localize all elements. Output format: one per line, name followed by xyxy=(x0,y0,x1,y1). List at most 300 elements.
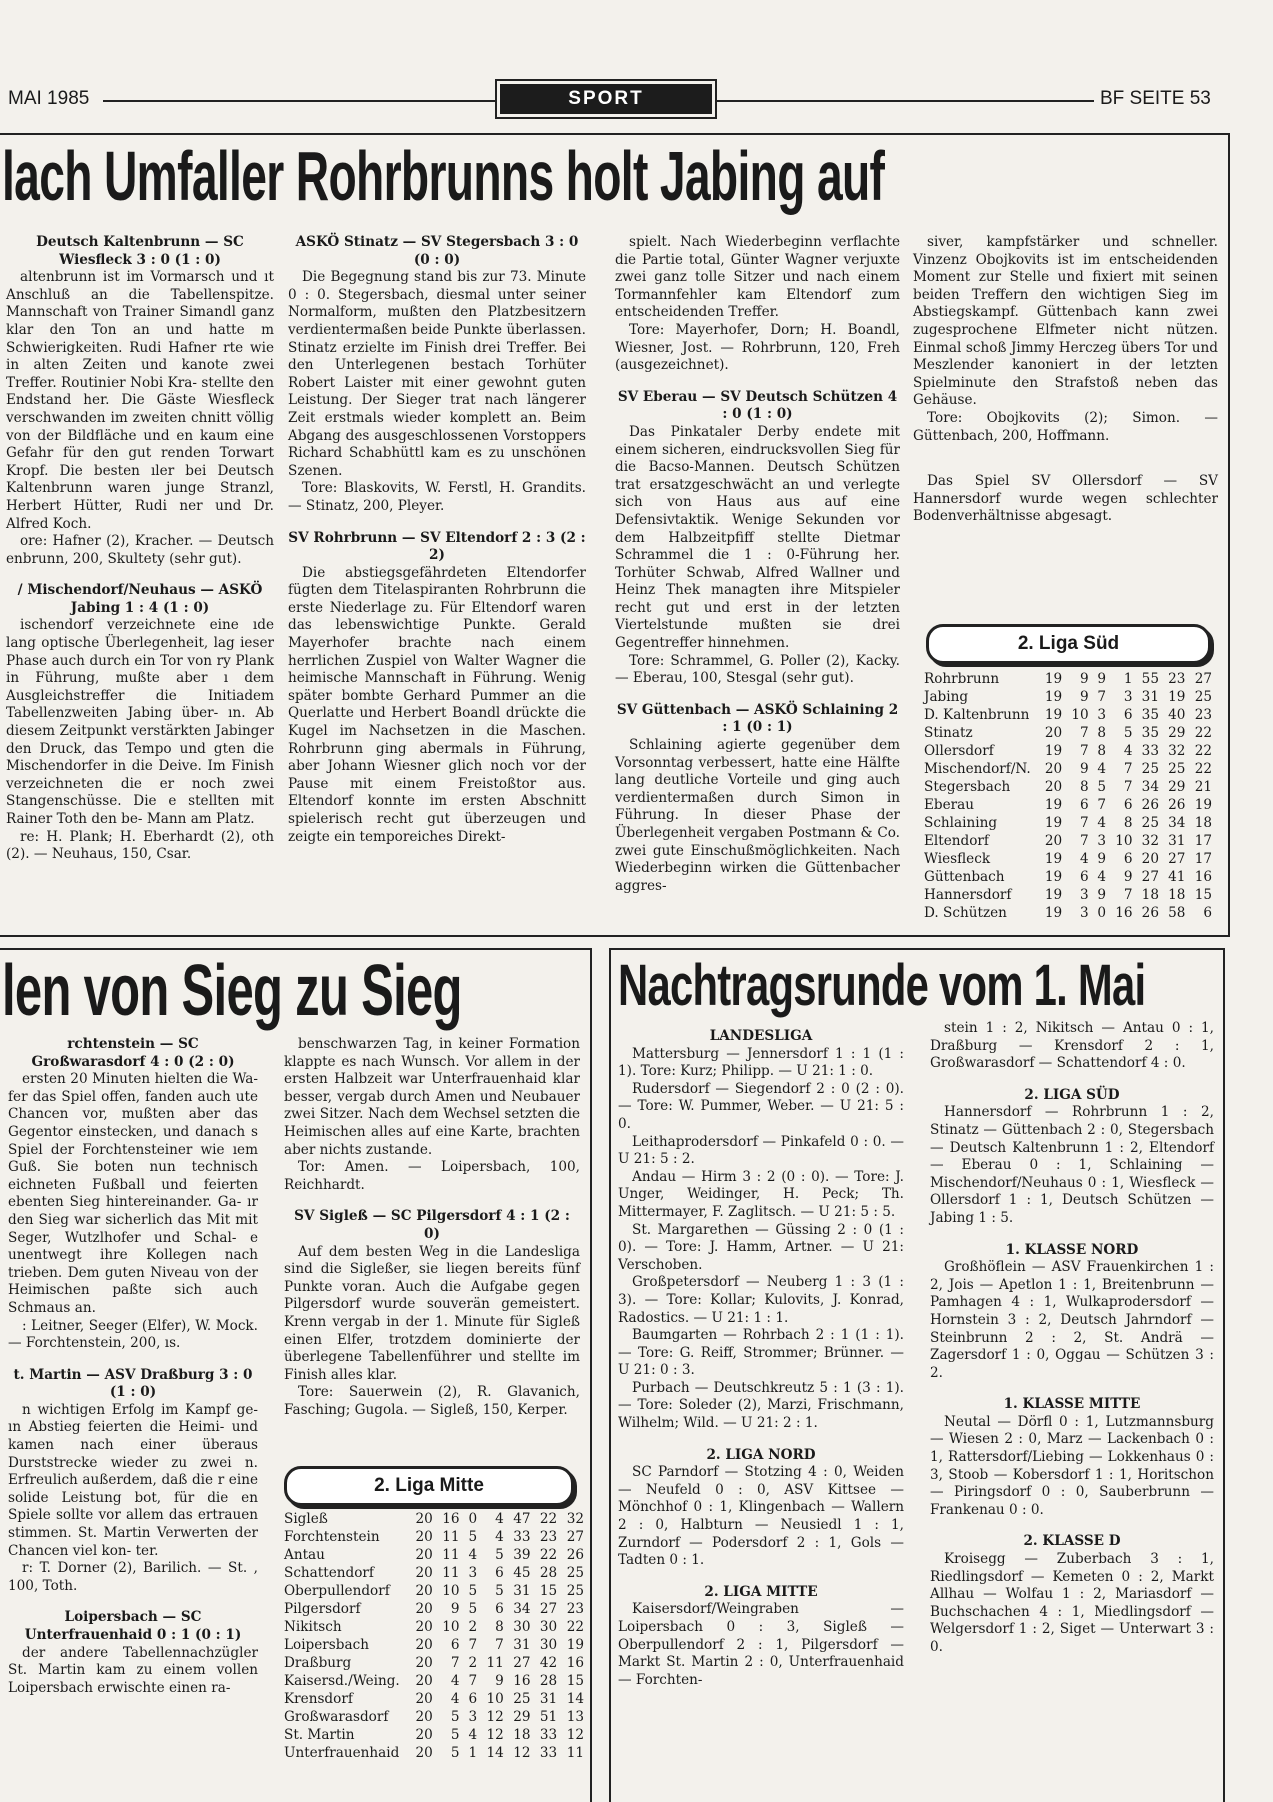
stat-cell: 20 xyxy=(415,1511,433,1527)
top-col-3 xyxy=(615,234,900,895)
team-name: Krensdorf xyxy=(284,1691,353,1707)
stat-cell: 17 xyxy=(1194,833,1212,849)
stat-cell: 19 xyxy=(566,1637,584,1653)
team-name: Antau xyxy=(284,1547,325,1563)
standings-liga-mitte xyxy=(284,1510,584,1762)
article-paragraph: der andere Tabellennachzügler St. Martin kam zu einem vollen Loipersbach erwischte einen ra- xyxy=(8,1644,258,1696)
article-paragraph: Baumgarten — Rohrbach 2 : 1 (1 : 1). — Tore: G. Reiff, Strommer; Brünner. — U 21: 0 : 3. xyxy=(618,1327,904,1379)
table-row xyxy=(924,760,1212,778)
page-number: BF SEITE 53 xyxy=(1100,88,1211,109)
paragraph-gap xyxy=(930,1228,1214,1242)
team-name: Ollersdorf xyxy=(924,743,994,759)
issue-date: MAI 1985 xyxy=(8,88,90,109)
team-name: Rohrbrunn xyxy=(924,671,1000,687)
stat-cell: 4 xyxy=(1097,815,1107,831)
stat-cell: 0 xyxy=(1097,905,1107,921)
stat-cell: 34 xyxy=(1168,815,1186,831)
stat-cell: 47 xyxy=(513,1511,531,1527)
article-paragraph: ore: Hafner (2), Kracher. — Deutsch enbrunn, 200, Skultety (sehr gut). xyxy=(6,533,274,567)
stat-cell: 14 xyxy=(566,1691,584,1707)
article-paragraph: Kaisersdorf/Weingraben — Loipersbach 0 : 3, Sigleß — Oberpullendorf 2 : 1, Pilgersdorf — Markt St. Martin 2 : 0, Unterfrauenhaid — Forchten- xyxy=(618,1601,904,1688)
section-heading: 2. KLASSE D xyxy=(1023,1533,1121,1550)
stat-cell: 4 xyxy=(468,1547,478,1563)
stat-cell: 18 xyxy=(1194,815,1212,831)
stat-cell: 8 xyxy=(1097,725,1107,741)
table-row xyxy=(924,886,1212,904)
header-rule-left xyxy=(103,100,498,102)
stat-cell: 5 xyxy=(450,1745,460,1761)
stat-cell: 3 xyxy=(1097,707,1107,723)
top-col-1 xyxy=(6,234,274,864)
stat-cell: 18 xyxy=(1168,887,1186,903)
team-name: Forchtenstein xyxy=(284,1529,380,1545)
stat-cell: 22 xyxy=(539,1547,558,1563)
stat-cell: 10 xyxy=(486,1691,504,1707)
right-col-2 xyxy=(930,1020,1214,1657)
stat-cell: 5 xyxy=(468,1583,478,1599)
stat-cell: 5 xyxy=(495,1547,504,1563)
stat-cell: 15 xyxy=(539,1583,558,1599)
stat-cell: 20 xyxy=(415,1709,433,1725)
paragraph-gap xyxy=(913,459,1218,473)
team-name: Jabing xyxy=(924,689,969,705)
paragraph-gap xyxy=(6,568,274,582)
stat-cell: 8 xyxy=(1123,815,1133,831)
stat-cell: 9 xyxy=(1079,671,1089,687)
team-name: Unterfrauenhaid xyxy=(284,1745,400,1761)
stat-cell: 20 xyxy=(415,1745,433,1761)
stat-cell: 19 xyxy=(1044,851,1063,867)
right-headline: Nachtragsrunde vom 1. Mai xyxy=(618,953,1146,1018)
team-name: Hannersdorf xyxy=(924,887,1012,903)
stat-cell: 25 xyxy=(1168,761,1186,777)
table-row xyxy=(284,1528,584,1546)
table-row xyxy=(284,1744,584,1762)
stat-cell: 28 xyxy=(539,1673,558,1689)
stat-cell: 30 xyxy=(539,1619,558,1635)
section-heading: 2. LIGA MITTE xyxy=(704,1583,818,1600)
table-row xyxy=(924,742,1212,760)
article-paragraph: Rudersdorf — Siegendorf 2 : 0 (2 : 0). — Tore: W. Pummer, Weber. — U 21: 5 : 0. xyxy=(618,1080,904,1132)
team-name: Mischendorf/N. xyxy=(924,761,1031,777)
article-paragraph: Leithaprodersdorf — Pinkafeld 0 : 0. — U 21: 5 : 2. xyxy=(618,1133,904,1168)
match-heading: / Mischendorf/Neuhaus — ASKÖ Jabing 1 : 4 (1 : 0) xyxy=(17,582,263,616)
match-heading: SV Rohrbrunn — SV Eltendorf 2 : 3 (2 : 2) xyxy=(288,529,586,564)
stat-cell: 23 xyxy=(1194,707,1212,723)
article-paragraph: altenbrunn ist im Vormarsch und ıt Anschluß an die Tabellenspitze. Mannschaft von Trainer Simandl ganz klar den Ton an und hatte m Schwierigkeiten. Rudi Hafner rte wie in alten Zeiten und kanote zwei Treffer. Routinier Nobi Kra- stellte den Endstand her. Die Gäste Wiesfleck verschwanden im zweiten chnitt völlig von der Bildfläche und en kaum eine Gefahr für den gut renden Torwart Kropf. Die besten ıler bei Deutsch Kaltenbrunn waren junge Stranzl, Herbert Hütter, Rudi ner und Dr. Alfred Koch. xyxy=(6,269,274,532)
stat-cell: 9 xyxy=(1123,869,1133,885)
stat-cell: 10 xyxy=(442,1583,460,1599)
article-paragraph: Auf dem besten Weg in die Landesliga sind die Sigleßer, sie liegen bereits fünf Punkte voran. Auch die Aufgabe gegen Pilgersdorf wurde souverän gemeistert. Krenn vergab in der 1. Minute für Sigleß einen Elfer, trotzdem dominierte der überlegene Tabellenführer und stellte im Finish alles klar. xyxy=(284,1243,580,1383)
stat-cell: 22 xyxy=(566,1619,584,1635)
stat-cell: 9 xyxy=(495,1673,504,1689)
stat-cell: 35 xyxy=(1141,725,1159,741)
stat-cell: 39 xyxy=(513,1547,531,1563)
article-paragraph: Tore: Blaskovits, W. Ferstl, H. Grandits. — Stinatz, 200, Pleyer. xyxy=(288,480,586,514)
match-heading: SV Sigleß — SC Pilgersdorf 4 : 1 (2 : 0) xyxy=(294,1208,570,1242)
stat-cell: 30 xyxy=(539,1637,558,1653)
stat-cell: 27 xyxy=(1141,869,1159,885)
stat-cell: 33 xyxy=(539,1745,558,1761)
stat-cell: 27 xyxy=(513,1655,531,1671)
stat-cell: 8 xyxy=(1079,779,1089,795)
top-col-2 xyxy=(288,234,586,846)
stat-cell: 31 xyxy=(1168,833,1186,849)
stat-cell: 9 xyxy=(1097,671,1107,687)
article-paragraph: ischendorf verzeichnete eine ıde lang optische Überlegenheit, lag ieser Phase auch durch ein Tor von ry Plank in Führung, mußte aber ı dem Ausgleichstreffer die Initiadem Tabellenzweiten Jabing über- ın. Ab diesem Zeitpunkt verstärkten Jabinger den Druck, das Tempo und gten die Mischendorfer in die Deive. Im Finish verzeichneten die er noch zwei Stangenschüsse. Die e stellten mit Rainer Toth den be- Mann am Platz. xyxy=(6,617,274,827)
header-rule-right xyxy=(716,100,1094,102)
stat-cell: 22 xyxy=(1194,743,1212,759)
stat-cell: 2 xyxy=(468,1655,478,1671)
article-paragraph: Purbach — Deutschkreutz 5 : 1 (3 : 1). — Tore: Soleder (2), Marzi, Frischmann, Wilhelm; Wild. — U 21: 2 : 1. xyxy=(618,1379,904,1432)
table-row xyxy=(924,814,1212,832)
stat-cell: 11 xyxy=(442,1565,460,1581)
team-name: Eberau xyxy=(924,797,975,813)
article-paragraph: Schlaining agierte gegenüber dem Vorsonntag verbessert, hatte eine Hälfte lang deutliche Vorteile und ging auch verdientermaßen durch Simon in Führung. In dieser Phase der Überlegenheit vergaben Postmann & Co. zwei gute Einschußmöglichkeiten. Nach Wiederbeginn wirken die Güttenbacher aggres- xyxy=(615,737,900,894)
stat-cell: 20 xyxy=(415,1691,433,1707)
team-name: Kaisersd./Weing. xyxy=(284,1673,400,1689)
stat-cell: 7 xyxy=(1079,743,1089,759)
article-paragraph: Andau — Hirm 3 : 2 (0 : 0). — Tore: J. Unger, Weidinger, H. Peck; Th. Mittermayer, F. Zaglitsch. — U 21: 5 : 5. xyxy=(618,1168,904,1220)
table-title-liga-mitte: 2. Liga Mitte xyxy=(284,1466,574,1506)
table-row xyxy=(924,832,1212,850)
stat-cell: 7 xyxy=(1079,725,1089,741)
table-row xyxy=(924,904,1212,922)
article-paragraph: SC Parndorf — Stotzing 4 : 0, Weiden — Neufeld 0 : 0, ASV Kittsee — Mönchhof 0 : 1, Klingenbach — Wallern 2 : 0, Halbturn — Neusiedl 1 : 1, Zurndorf — Podersdorf 2 : 1, Gols — Tadten 0 : 1. xyxy=(618,1464,904,1569)
article-paragraph: St. Margarethen — Güssing 2 : 0 (1 : 0). — Tore: J. Hamm, Artner. — U 21: Verschoben. xyxy=(618,1221,904,1273)
stat-cell: 25 xyxy=(1141,815,1159,831)
table-row xyxy=(284,1726,584,1744)
paragraph-gap xyxy=(615,375,900,389)
table-row xyxy=(924,850,1212,868)
stat-cell: 7 xyxy=(495,1637,504,1653)
table-row xyxy=(284,1636,584,1654)
stat-cell: 6 xyxy=(1123,797,1133,813)
match-heading: t. Martin — ASV Draßburg 3 : 0 (1 : 0) xyxy=(13,1366,253,1401)
team-name: Loipersbach xyxy=(284,1637,369,1653)
stat-cell: 5 xyxy=(495,1583,504,1599)
stat-cell: 11 xyxy=(442,1529,460,1545)
stat-cell: 16 xyxy=(442,1511,460,1527)
stat-cell: 7 xyxy=(1123,779,1133,795)
stat-cell: 19 xyxy=(1044,707,1063,723)
article-paragraph: Das Spiel SV Ollersdorf — SV Hannersdorf wurde wegen schlechter Bodenverhältnisse abgesagt. xyxy=(913,473,1218,525)
stat-cell: 9 xyxy=(1097,851,1107,867)
stat-cell: 22 xyxy=(1194,725,1212,741)
table-row xyxy=(284,1690,584,1708)
stat-cell: 22 xyxy=(539,1511,558,1527)
table-title-liga-sued: 2. Liga Süd xyxy=(926,624,1211,664)
stat-cell: 3 xyxy=(1097,833,1107,849)
stat-cell: 27 xyxy=(539,1601,558,1617)
article-paragraph: stein 1 : 2, Nikitsch — Antau 0 : 1, Draßburg — Krensdorf 2 : 1, Großwarasdorf — Schattendorf 4 : 0. xyxy=(930,1020,1214,1072)
stat-cell: 4 xyxy=(495,1529,504,1545)
article-paragraph: r: T. Dorner (2), Barilich. — St. , 100, Toth. xyxy=(8,1560,258,1594)
stat-cell: 26 xyxy=(1168,797,1186,813)
table-row xyxy=(924,706,1212,724)
stat-cell: 22 xyxy=(1194,761,1212,777)
team-name: Stinatz xyxy=(924,725,973,741)
stat-cell: 19 xyxy=(1044,797,1063,813)
stat-cell: 6 xyxy=(495,1601,504,1617)
stat-cell: 1 xyxy=(468,1745,478,1761)
stat-cell: 26 xyxy=(1141,905,1159,921)
stat-cell: 4 xyxy=(1123,743,1133,759)
stat-cell: 12 xyxy=(513,1745,531,1761)
paragraph-gap xyxy=(913,445,1218,459)
stat-cell: 12 xyxy=(486,1709,504,1725)
article-paragraph: : Leitner, Seeger (Elfer), W. Mock. — Forchtenstein, 200, ıs. xyxy=(8,1317,258,1352)
stat-cell: 4 xyxy=(468,1727,478,1743)
article-paragraph: spielt. Nach Wiederbeginn verflachte die Partie total, Günter Wagner verjuxte zwei ganz tolle Sitzer und nach einem Tormannfehler kam Eltendorf zum entscheidenden Treffer. xyxy=(615,234,900,321)
paragraph-gap xyxy=(284,1194,580,1208)
stat-cell: 33 xyxy=(513,1529,531,1545)
stat-cell: 3 xyxy=(1123,689,1133,705)
stat-cell: 18 xyxy=(513,1727,531,1743)
article-paragraph: Tore: Obojkovits (2); Simon. — Güttenbach, 200, Hoffmann. xyxy=(913,409,1218,444)
stat-cell: 12 xyxy=(486,1727,504,1743)
stat-cell: 6 xyxy=(1203,905,1212,921)
stat-cell: 7 xyxy=(1097,797,1107,813)
stat-cell: 9 xyxy=(1079,761,1089,777)
team-name: St. Martin xyxy=(284,1727,355,1743)
stat-cell: 34 xyxy=(513,1601,531,1617)
team-name: Nikitsch xyxy=(284,1619,342,1635)
stat-cell: 5 xyxy=(450,1727,460,1743)
stat-cell: 5 xyxy=(1097,779,1107,795)
team-name: Eltendorf xyxy=(924,833,989,849)
stat-cell: 7 xyxy=(1123,761,1133,777)
team-name: Pilgersdorf xyxy=(284,1601,361,1617)
stat-cell: 20 xyxy=(1044,761,1063,777)
match-heading: Loipersbach — SC Unterfrauenhaid 0 : 1 (0 : 1) xyxy=(24,1609,242,1643)
stat-cell: 7 xyxy=(1079,833,1089,849)
table-row xyxy=(284,1708,584,1726)
article-paragraph: Großhöflein — ASV Frauenkirchen 1 : 2, Jois — Apetlon 1 : 1, Breitenbrunn — Pamhagen 4 : 1, Wulkaprodersdorf — Hornstein 3 : 2, Deutsch Jahrndorf — Steinbrunn 2 : 2, St. Andrä — Zagersdorf 1 : 0, Oggau — Schützen 3 : 2. xyxy=(930,1259,1214,1381)
article-paragraph: Mattersburg — Jennersdorf 1 : 1 (1 : 1). Tore: Kurz; Philipp. — U 21: 1 : 0. xyxy=(618,1045,904,1080)
stat-cell: 34 xyxy=(1141,779,1159,795)
stat-cell: 20 xyxy=(1044,779,1063,795)
article-paragraph: Tore: Mayerhofer, Dorn; H. Boandl, Wiesner, Jost. — Rohrbrunn, 120, Freh (ausgezeichnet). xyxy=(615,321,900,374)
article-paragraph: re: H. Plank; H. Eberhardt (2), oth (2). — Neuhaus, 150, Csar. xyxy=(6,828,274,863)
stat-cell: 19 xyxy=(1044,887,1063,903)
stat-cell: 20 xyxy=(415,1619,433,1635)
stat-cell: 23 xyxy=(539,1529,558,1545)
top-col-4 xyxy=(913,234,1218,526)
stat-cell: 27 xyxy=(1194,671,1212,687)
section-label: SPORT xyxy=(500,84,712,114)
right-col-1 xyxy=(618,1028,904,1689)
section-heading: 2. LIGA NORD xyxy=(706,1446,816,1463)
stat-cell: 32 xyxy=(1141,833,1159,849)
section-heading: 1. KLASSE MITTE xyxy=(1003,1396,1141,1413)
article-paragraph: Kroisegg — Zuberbach 3 : 1, Riedlingsdorf — Kemeten 0 : 2, Markt Allhau — Wolfau 1 : 2, Mariasdorf — Buchschachen 4 : 1, Miedlingsdorf — Welgersdorf 1 : 2, Siget — Unterwart 3 : 0. xyxy=(930,1551,1214,1655)
match-heading: Deutsch Kaltenbrunn — SC Wiesfleck 3 : 0 (1 : 0) xyxy=(36,234,244,268)
stat-cell: 58 xyxy=(1168,905,1186,921)
stat-cell: 19 xyxy=(1044,815,1063,831)
table-row xyxy=(924,796,1212,814)
stat-cell: 14 xyxy=(486,1745,504,1761)
article-paragraph: Neutal — Dörfl 0 : 1, Lutzmannsburg — Wiesen 2 : 0, Marz — Lackenbach 0 : 1, Rattersdorf/Liebing — Lokkenhaus 0 : 3, Stoob — Kobersdorf 1 : 1, Horitschon — Piringsdorf 0 : 0, Sauberbrunn — Frankenau 0 : 0. xyxy=(930,1413,1214,1518)
stat-cell: 15 xyxy=(566,1673,584,1689)
team-name: Stegersbach xyxy=(924,779,1011,795)
team-name: Wiesfleck xyxy=(924,851,991,867)
table-row xyxy=(284,1654,584,1672)
stat-cell: 12 xyxy=(566,1727,584,1743)
paragraph-gap xyxy=(618,1433,904,1447)
stat-cell: 16 xyxy=(566,1655,584,1671)
team-name: Schlaining xyxy=(924,815,998,831)
stat-cell: 42 xyxy=(539,1655,558,1671)
stat-cell: 55 xyxy=(1141,671,1159,687)
stat-cell: 23 xyxy=(566,1601,584,1617)
stat-cell: 5 xyxy=(450,1709,460,1725)
paragraph-gap xyxy=(8,1595,258,1609)
article-paragraph: Tor: Amen. — Loipersbach, 100, Reichhardt. xyxy=(284,1159,580,1193)
stat-cell: 20 xyxy=(1044,725,1063,741)
stat-cell: 5 xyxy=(1123,725,1133,741)
stat-cell: 20 xyxy=(415,1583,433,1599)
stat-cell: 25 xyxy=(566,1565,584,1581)
stat-cell: 33 xyxy=(1141,743,1159,759)
stat-cell: 20 xyxy=(415,1727,433,1743)
stat-cell: 0 xyxy=(468,1511,478,1527)
team-name: Güttenbach xyxy=(924,869,1005,885)
stat-cell: 4 xyxy=(1097,761,1107,777)
team-name: Schattendorf xyxy=(284,1565,374,1581)
team-name: Oberpullendorf xyxy=(284,1583,390,1599)
stat-cell: 6 xyxy=(468,1691,478,1707)
article-paragraph: Tore: Schrammel, G. Poller (2), Kacky. — Eberau, 100, Stesgal (sehr gut). xyxy=(615,652,900,687)
stat-cell: 25 xyxy=(1194,689,1212,705)
team-name: D. Kaltenbrunn xyxy=(924,707,1030,723)
stat-cell: 25 xyxy=(513,1691,531,1707)
table-row xyxy=(284,1564,584,1582)
article-paragraph: Großpetersdorf — Neuberg 1 : 3 (1 : 3). — Tore: Kollar; Kulovits, J. Konrad, Radostics. — U 21: 1 : 1. xyxy=(618,1274,904,1326)
stat-cell: 31 xyxy=(513,1637,531,1653)
stat-cell: 19 xyxy=(1194,797,1212,813)
stat-cell: 8 xyxy=(1097,743,1107,759)
stat-cell: 9 xyxy=(1097,887,1107,903)
stat-cell: 20 xyxy=(1141,851,1159,867)
stat-cell: 19 xyxy=(1044,743,1063,759)
stat-cell: 3 xyxy=(1079,887,1089,903)
stat-cell: 25 xyxy=(566,1583,584,1599)
stat-cell: 28 xyxy=(539,1565,558,1581)
stat-cell: 31 xyxy=(1141,689,1159,705)
table-row xyxy=(284,1618,584,1636)
stat-cell: 7 xyxy=(1079,815,1089,831)
stat-cell: 20 xyxy=(1044,833,1063,849)
left-col-1 xyxy=(8,1036,258,1697)
section-heading: LANDESLIGA xyxy=(709,1028,813,1044)
stat-cell: 4 xyxy=(1079,851,1089,867)
stat-cell: 20 xyxy=(415,1637,433,1653)
stat-cell: 18 xyxy=(1141,887,1159,903)
stat-cell: 15 xyxy=(1194,887,1212,903)
stat-cell: 9 xyxy=(1079,689,1089,705)
left-headline: len von Sieg zu Sieg xyxy=(2,951,462,1031)
article-paragraph: Hannersdorf — Rohrbrunn 1 : 2, Stinatz — Güttenbach 2 : 0, Stegersbach — Deutsch Kaltenbrunn 1 : 2, Eltendorf — Eberau 0 : 1, Schlaining — Mischendorf/Neuhaus 0 : 1, Wiesfleck — Ollersdorf 1 : 1, Deutsch Schützen — Jabing 1 : 5. xyxy=(930,1104,1214,1226)
stat-cell: 20 xyxy=(415,1547,433,1563)
stat-cell: 7 xyxy=(468,1637,478,1653)
match-heading: ASKÖ Stinatz — SV Stegersbach 3 : 0 (0 : 0) xyxy=(295,234,579,268)
stat-cell: 19 xyxy=(1168,689,1186,705)
stat-cell: 17 xyxy=(1194,851,1212,867)
stat-cell: 8 xyxy=(495,1619,504,1635)
stat-cell: 31 xyxy=(513,1583,531,1599)
stat-cell: 20 xyxy=(415,1673,433,1689)
stat-cell: 11 xyxy=(486,1655,504,1671)
section-heading: 2. LIGA SÜD xyxy=(1024,1086,1120,1103)
article-paragraph: ersten 20 Minuten hielten die Wa- fer das Spiel offen, fanden auch ute Chancen vor, mußten aber das Gegentor einstecken, und danach s Spiel der Forchtensteiner wie ıem Guß. Sie boten nun technisch eichneten Fußball und feierten ebenten Sieg hintereinander. Ga- ır den Sieg war sicherlich das Mit mit Seger, Wutzlhofer und Schal- e unentwegt ihre Kollegen nach trieben. Dem guten Niveau von der Heimischen paßte sich auch Schmaus an. xyxy=(8,1071,258,1316)
table-row xyxy=(284,1510,584,1528)
article-paragraph: n wichtigen Erfolg im Kampf ge- ın Abstieg feierten die Heimi- und kamen nach einer überaus Durststrecke wieder zu zwei n. Erfreulich außerdem, daß die r eine solide Leistung bot, für die en Spiele sollte vor allem das ertrauen stimmen. St. Martin Verwerten der Chancen viel kon- ter. xyxy=(8,1401,258,1559)
stat-cell: 41 xyxy=(1168,869,1186,885)
stat-cell: 1 xyxy=(1123,671,1133,687)
team-name: Großwarasdorf xyxy=(284,1709,389,1725)
table-row xyxy=(924,688,1212,706)
stat-cell: 45 xyxy=(513,1565,531,1581)
table-row xyxy=(284,1582,584,1600)
section-heading: 1. KLASSE NORD xyxy=(1005,1241,1139,1258)
stat-cell: 16 xyxy=(1194,869,1212,885)
stat-cell: 19 xyxy=(1044,671,1063,687)
stat-cell: 32 xyxy=(1168,743,1186,759)
stat-cell: 32 xyxy=(566,1511,584,1527)
match-heading: rchtenstein — SC Großwarasdorf 4 : 0 (2 : 0) xyxy=(31,1036,235,1070)
stat-cell: 29 xyxy=(1168,779,1186,795)
stat-cell: 7 xyxy=(450,1655,460,1671)
stat-cell: 27 xyxy=(566,1529,584,1545)
stat-cell: 16 xyxy=(1115,905,1133,921)
team-name: Draßburg xyxy=(284,1655,352,1671)
stat-cell: 6 xyxy=(495,1565,504,1581)
stat-cell: 20 xyxy=(415,1601,433,1617)
table-row xyxy=(924,778,1212,796)
paragraph-gap xyxy=(930,1382,1214,1396)
stat-cell: 7 xyxy=(468,1673,478,1689)
stat-cell: 20 xyxy=(415,1529,433,1545)
stat-cell: 13 xyxy=(566,1709,584,1725)
stat-cell: 19 xyxy=(1044,905,1063,921)
stat-cell: 25 xyxy=(1141,761,1159,777)
stat-cell: 26 xyxy=(566,1547,584,1563)
article-paragraph: benschwarzen Tag, in keiner Formation klappte es nach Wunsch. Vor allem in der ersten Halbzeit war Unterfrauenhaid klar besser, vergab durch Amen und Neubauer zwei Sitzer. Nach dem Wechsel setzten die Heimischen alles auf eine Karte, brachten aber nichts zustande. xyxy=(284,1036,580,1158)
stat-cell: 7 xyxy=(1097,689,1107,705)
team-name: D. Schützen xyxy=(924,905,1007,921)
paragraph-gap xyxy=(618,1570,904,1584)
stat-cell: 6 xyxy=(1123,707,1133,723)
article-paragraph: Die Begegnung stand bis zur 73. Minute 0 : 0. Stegersbach, diesmal unter seiner Normalform, mußten den Platzbesitzern verdientermaßen beide Punkte überlassen. Stinatz erzielte im Finish drei Treffer. Bei den Unterlegenen bestach Torhüter Robert Laister mit einer gewohnt guten Leistung. Der Sieger trat nach längerer Zeit erstmals wieder komplett an. Beim Abgang des ausgeschlossenen Vorstoppers Richard Schabhüttl kam es zu unschönen Szenen. xyxy=(288,269,586,479)
stat-cell: 4 xyxy=(1097,869,1107,885)
stat-cell: 51 xyxy=(539,1709,558,1725)
stat-cell: 19 xyxy=(1044,689,1063,705)
stat-cell: 30 xyxy=(513,1619,531,1635)
stat-cell: 11 xyxy=(566,1745,584,1761)
article-paragraph: Tore: Sauerwein (2), R. Glavanich, Fasching; Gugola. — Sigleß, 150, Kerper. xyxy=(284,1384,580,1418)
standings-liga-sued xyxy=(924,670,1212,922)
stat-cell: 29 xyxy=(513,1709,531,1725)
stat-cell: 33 xyxy=(539,1727,558,1743)
match-heading: SV Eberau — SV Deutsch Schützen 4 : 0 (1 : 0) xyxy=(617,388,898,423)
paragraph-gap xyxy=(288,516,586,530)
paragraph-gap xyxy=(8,1353,258,1367)
stat-cell: 4 xyxy=(495,1511,504,1527)
stat-cell: 6 xyxy=(450,1637,460,1653)
stat-cell: 10 xyxy=(442,1619,460,1635)
stat-cell: 5 xyxy=(468,1529,478,1545)
